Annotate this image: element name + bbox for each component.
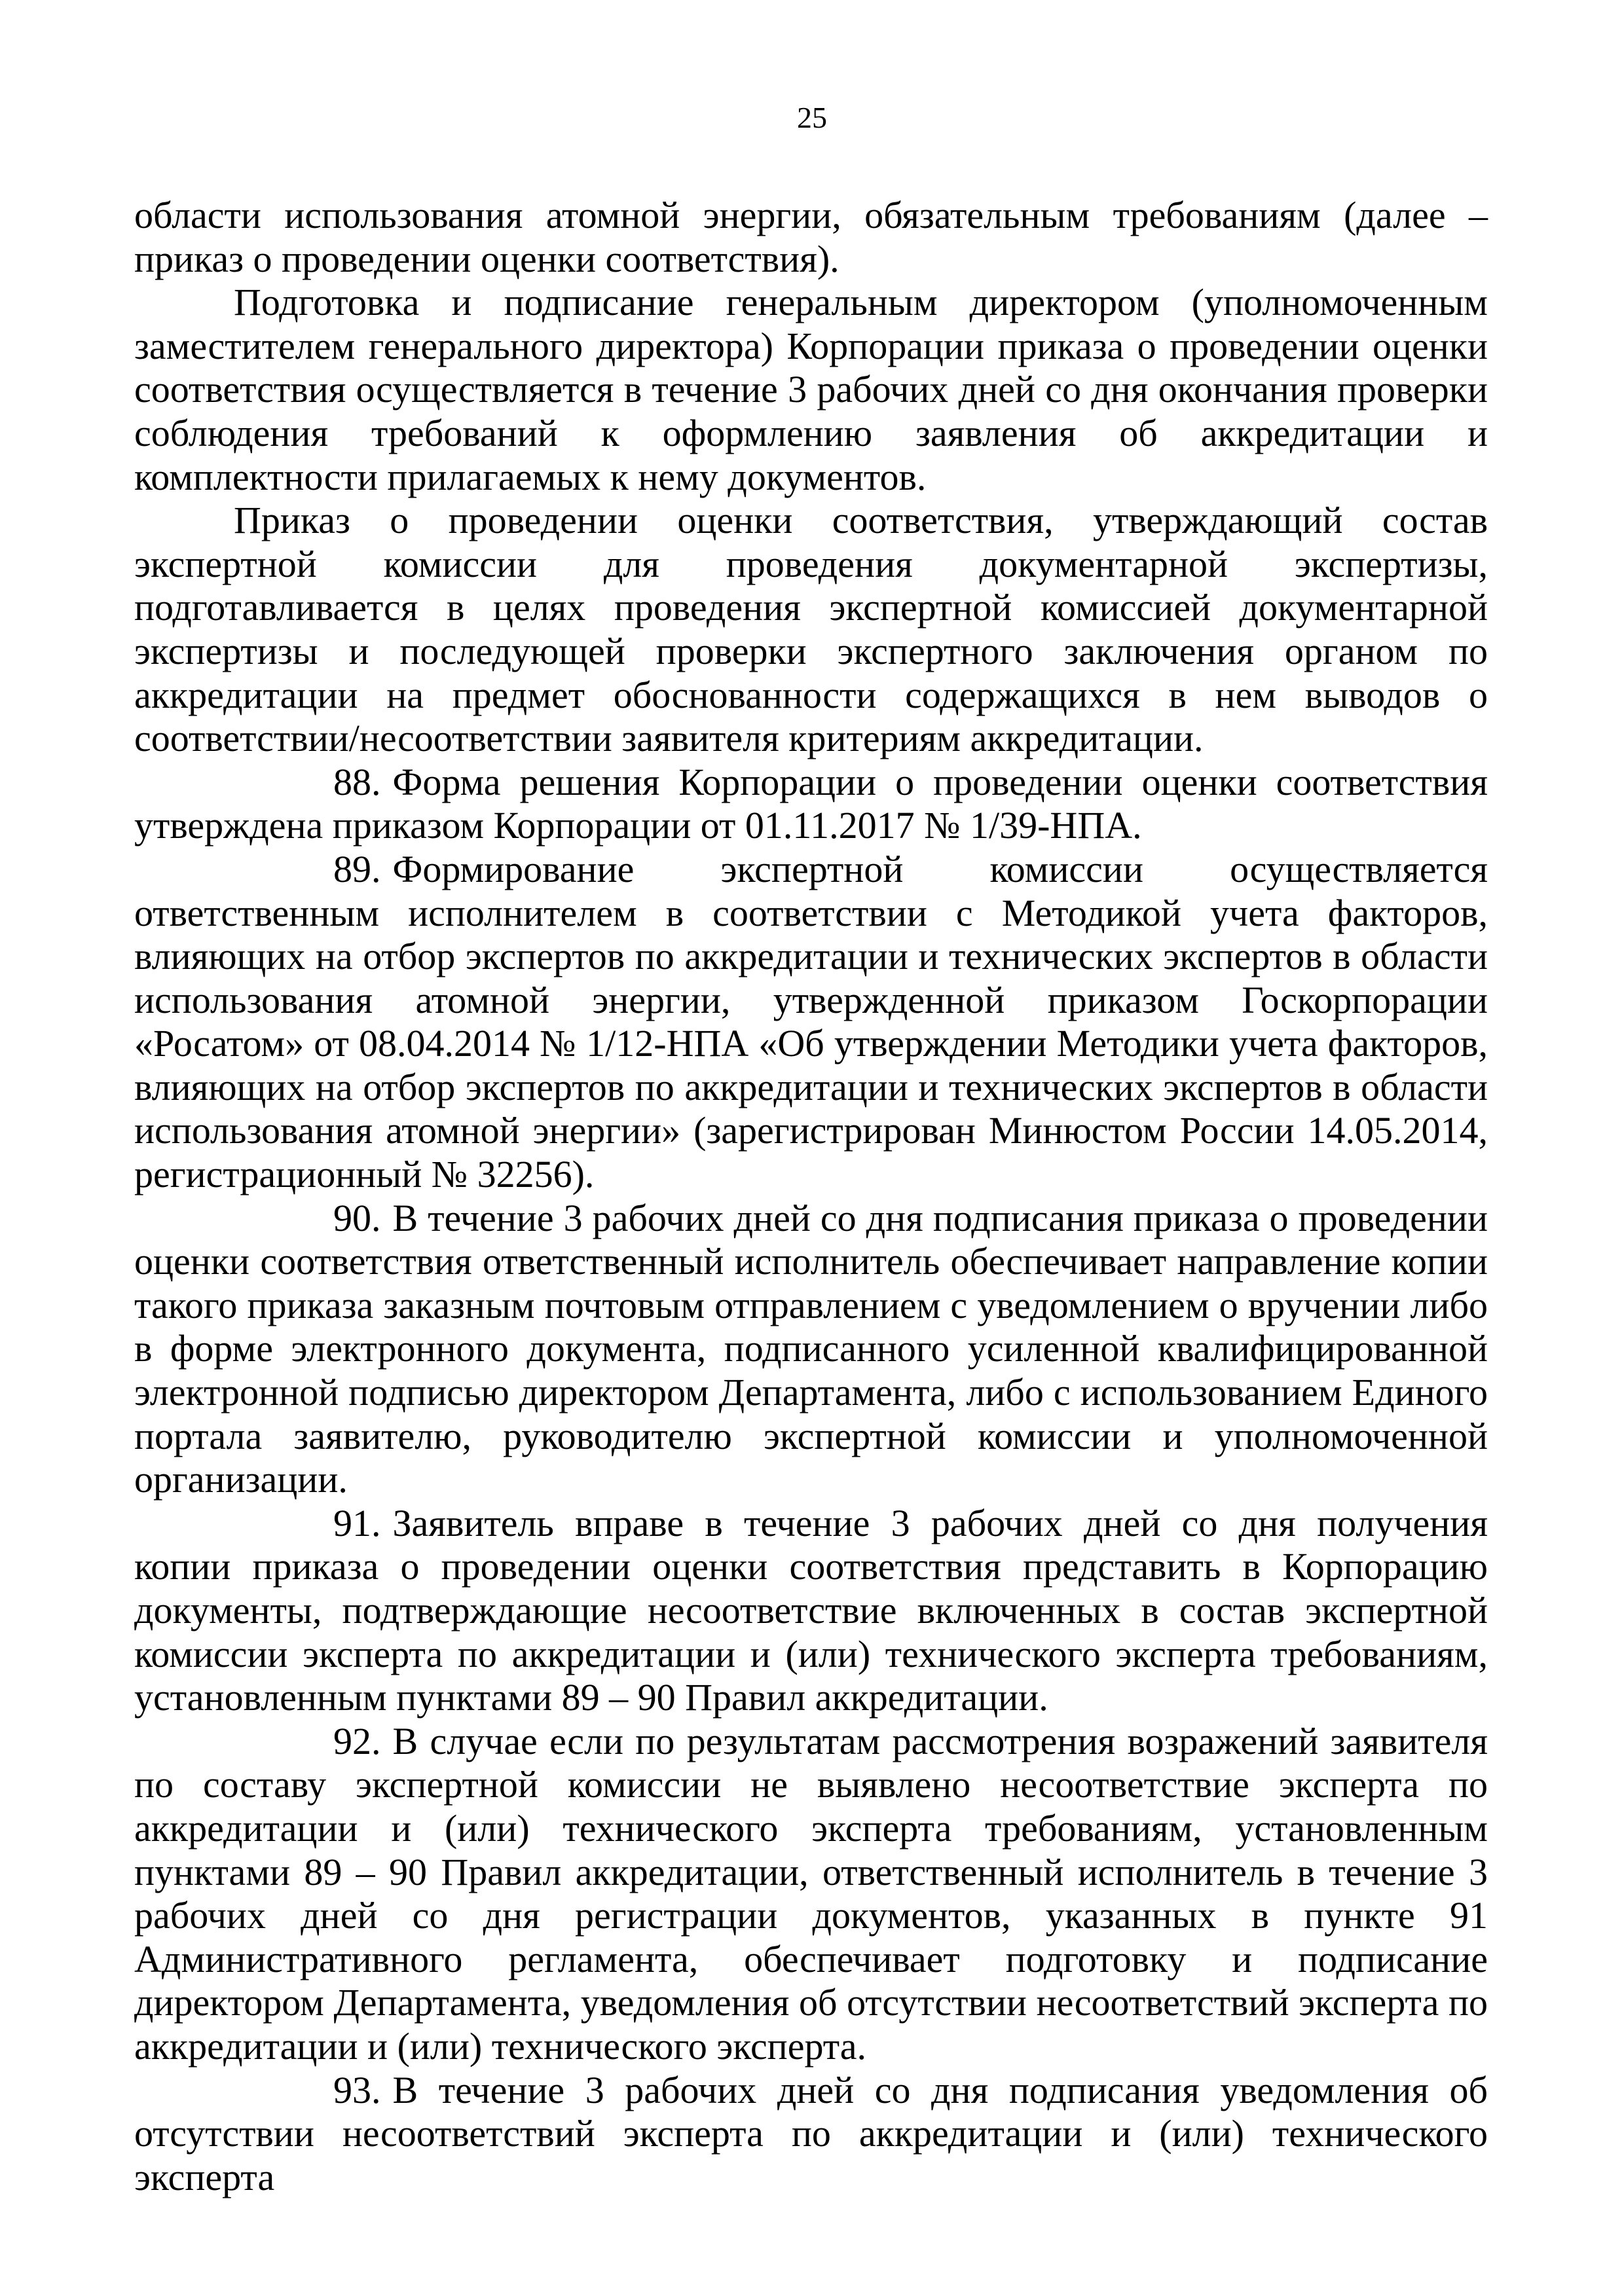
- paragraph-text: Подготовка и подписание генеральным директором (уполномоченным заместителем генерального директора) Корпорации приказа о проведении оценки соответствия осуществляется в течение 3 рабочих дней со дня окончания проверки соблюдения требований к оформлению заявления об аккредитации и комплектности прилагаемых к нему документов.: [134, 281, 1488, 498]
- item-number: 93.: [333, 2068, 381, 2111]
- paragraph-text: Приказ о проведении оценки соответствия, утверждающий состав экспертной комиссии для проведения документарной экспертизы, подготавливается в целях проведения экспертной комиссией документарной экспертизы и последующей проверки экспертного заключения органом по аккредитации на предмет обоснованности содержащихся в нем выводов о соответствии/несоответствии заявителя критериям аккредитации.: [134, 499, 1488, 760]
- numbered-item-93: [134, 2069, 1488, 2200]
- item-text: Заявитель вправе в течение 3 рабочих дней со дня получения копии приказа о проведении оценки соответствия представить в Корпорацию документы, подтверждающие несоответствие включенных в состав экспертной комиссии эксперта по аккредитации и (или) технического эксперта требованиям, установленным пунктами 89 – 90 Правил аккредитации.: [134, 1501, 1488, 1719]
- item-text: Формирование экспертной комиссии осуществляется ответственным исполнителем в соответствии с Методикой учета факторов, влияющих на отбор экспертов по аккредитации и технических экспертов в области использования атомной энергии, утвержденной приказом Госкорпорации «Росатом» от 08.04.2014 № 1/12-НПА «Об утверждении Методики учета факторов, влияющих на отбор экспертов по аккредитации и технических экспертов в области использования атомной энергии» (зарегистрирован Минюстом России 14.05.2014, регистрационный № 32256).: [134, 847, 1488, 1196]
- item-number: 89.: [333, 847, 381, 890]
- numbered-item-89: [134, 848, 1488, 1197]
- item-text: В случае если по результатам рассмотрения возражений заявителя по составу экспертной комиссии не выявлено несоответствие эксперта по аккредитации и (или) технического эксперта требованиям, установленным пунктами 89 – 90 Правил аккредитации, ответственный исполнитель в течение 3 рабочих дней со дня регистрации документов, указанных в пункте 91 Административного регламента, обеспечивает подготовку и подписание директором Департамента, уведомления об отсутствии несоответствий эксперта по аккредитации и (или) технического эксперта.: [134, 1719, 1488, 2068]
- numbered-item-92: [134, 1720, 1488, 2069]
- numbered-item-90: [134, 1197, 1488, 1502]
- item-number: 91.: [333, 1501, 381, 1544]
- numbered-item-91: [134, 1502, 1488, 1720]
- page-number: 25: [797, 101, 827, 134]
- paragraph: [134, 499, 1488, 761]
- document-body: [134, 194, 1488, 2199]
- paragraph: [134, 281, 1488, 499]
- item-text: Форма решения Корпорации о проведении оценки соответствия утверждена приказом Корпорации от 01.11.2017 № 1/39-НПА.: [134, 760, 1488, 847]
- numbered-item-88: [134, 761, 1488, 848]
- paragraph-text: области использования атомной энергии, обязательным требованиям (далее – приказ о проведении оценки соответствия).: [134, 194, 1488, 280]
- item-number: 90.: [333, 1196, 381, 1239]
- item-text: В течение 3 рабочих дней со дня подписания приказа о проведении оценки соответствия ответственный исполнитель обеспечивает направление копии такого приказа заказным почтовым отправлением с уведомлением о вручении либо в форме электронного документа, подписанного усиленной квалифицированной электронной подписью директором Департамента, либо с использованием Единого портала заявителю, руководителю экспертной комиссии и уполномоченной организации.: [134, 1196, 1488, 1501]
- item-number: 92.: [333, 1719, 381, 1762]
- paragraph-continuation: [134, 194, 1488, 281]
- item-text: В течение 3 рабочих дней со дня подписания уведомления об отсутствии несоответствий эксперта по аккредитации и (или) технического эксперта: [134, 2068, 1488, 2198]
- item-number: 88.: [333, 760, 381, 803]
